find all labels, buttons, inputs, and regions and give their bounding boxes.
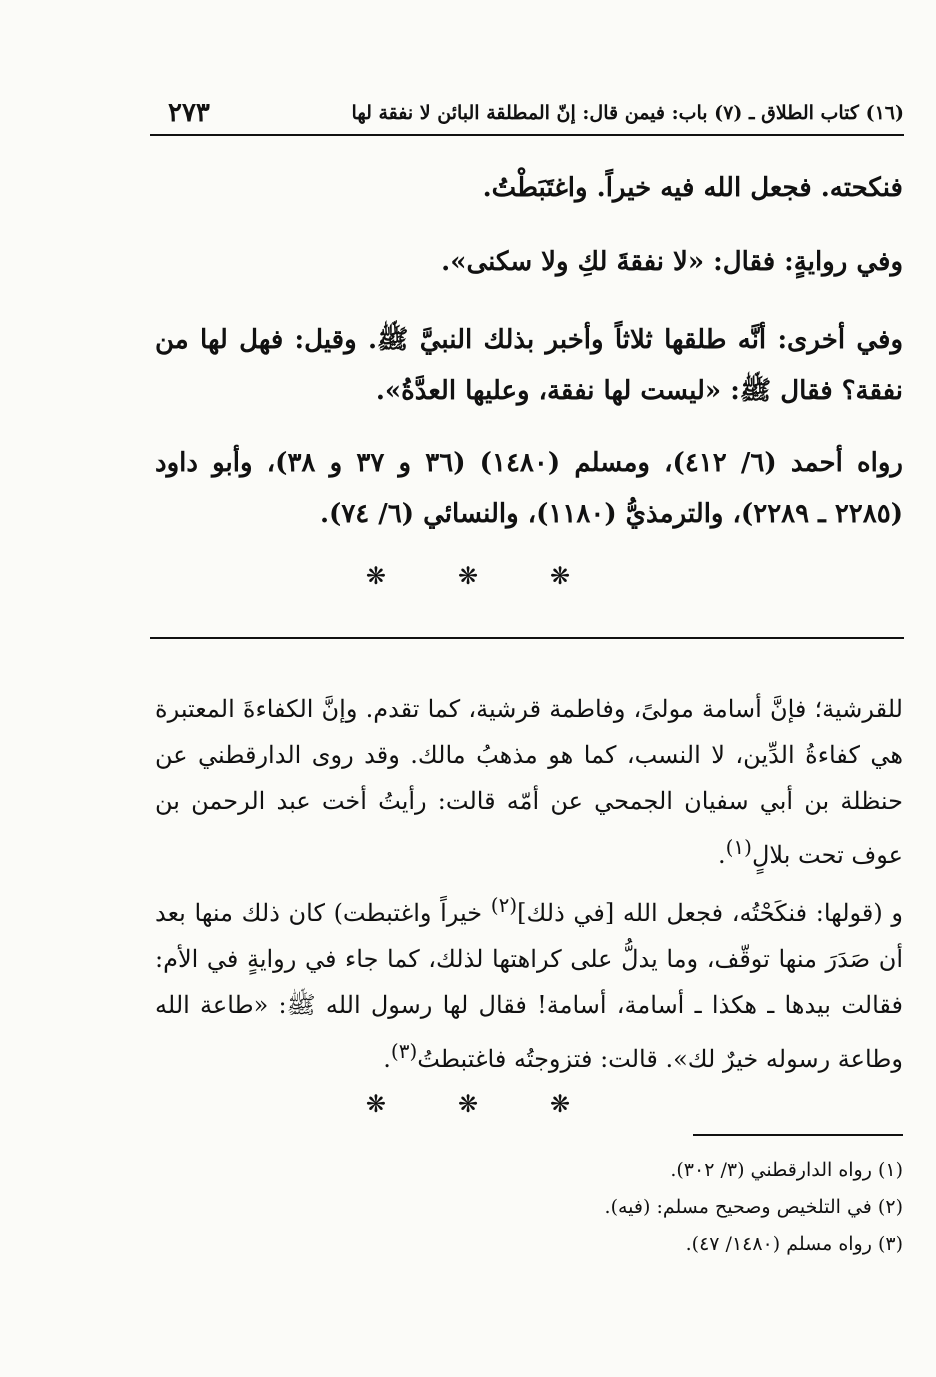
- section-separator: [0, 562, 936, 590]
- hadith-paragraph: وفي أخرى: أنَّه طلقها ثلاثاً وأخبر بذلك النبيَّ ﷺ. وقيل: فهل لها من نفقة؟ فقال ﷺ: «ليست لها نفقة، وعليها العدَّةُ».: [155, 325, 903, 406]
- commentary-text: و (قولها: فنكَحْتُه، فجعل الله [في ذلك]: [517, 899, 903, 927]
- asterism-glyph: ❋: [457, 1090, 479, 1118]
- asterism-glyph: ❋: [365, 1090, 386, 1118]
- page-number: ٢٧٣: [168, 98, 210, 128]
- commentary-paragraph: [155, 882, 903, 1082]
- hadith-citation: رواه أحمد (٦/ ٤١٢)، ومسلم (١٤٨٠) (٣٦ و ٣٧ و ٣٨)، وأبو داود (٢٢٨٥ ـ ٢٢٨٩)، والترمذيُّ (١١٨٠)، والنسائي (٦/ ٧٤).: [155, 448, 903, 529]
- commentary-divider: [150, 637, 904, 639]
- commentary-paragraph: [155, 686, 903, 878]
- asterism-glyph: ❋: [457, 562, 479, 590]
- footnote: (٣) رواه مسلم (١٤٨٠/ ٤٧).: [685, 1233, 903, 1255]
- header-rule: [150, 134, 904, 136]
- commentary-text: .: [383, 1045, 391, 1073]
- hadith-paragraph: وفي روايةٍ: فقال: «لا نفقةَ لكِ ولا سكنى».: [441, 247, 903, 277]
- asterism-glyph: ❋: [550, 562, 571, 590]
- asterism-glyph: ❋: [365, 562, 386, 590]
- asterism-glyph: ❋: [550, 1090, 571, 1118]
- footnote-ref[interactable]: (٣): [390, 1039, 418, 1063]
- section-separator: [0, 1090, 936, 1118]
- commentary-text: للقرشية؛ فإنَّ أسامة مولىً، وفاطمة قرشية، كما تقدم. وإنَّ الكفاءةَ المعتبرة هي كفاءةُ الدِّين، لا النسب، كما هو مذهبُ مالك. وقد روى الدارقطني عن حنظلة بن أبي سفيان الجمحي عن أمّه قالت: رأيتُ أخت عبد الرحمن بن عوف تحت بلالٍ: [155, 695, 903, 869]
- footnote-rule: [693, 1134, 903, 1136]
- footnote: (١) رواه الدارقطني (٣/ ٣٠٢).: [670, 1159, 903, 1181]
- running-title: (١٦) كتاب الطلاق ـ (٧) باب: فيمن قال: إنّ المطلقة البائن لا نفقة لها: [351, 102, 904, 124]
- footnote: (٢) في التلخيص وصحيح مسلم: (فيه).: [604, 1196, 903, 1218]
- commentary-text: .: [717, 841, 726, 869]
- hadith-paragraph: فنكحته. فجعل الله فيه خيراً. واغتَبَطْتُ.: [482, 173, 903, 203]
- footnote-ref[interactable]: (٢): [490, 893, 518, 917]
- commentary-text: خيراً واغتبطت) كان ذلك منها بعد أن صَدَرَ منها توقّف، وما يدلُّ على كراهتها لذلك، كما جاء في روايةٍ في الأم: فقالت بيدها ـ هكذا ـ أسامة، أسامة! فقال لها رسول الله ﷺ: «طاعة الله وطاعة رسوله خيرٌ لك». قالت: فتزوجتُه فاغتبطتُ: [155, 899, 903, 1073]
- footnote-ref[interactable]: (١): [725, 835, 752, 859]
- page-header: [150, 96, 904, 136]
